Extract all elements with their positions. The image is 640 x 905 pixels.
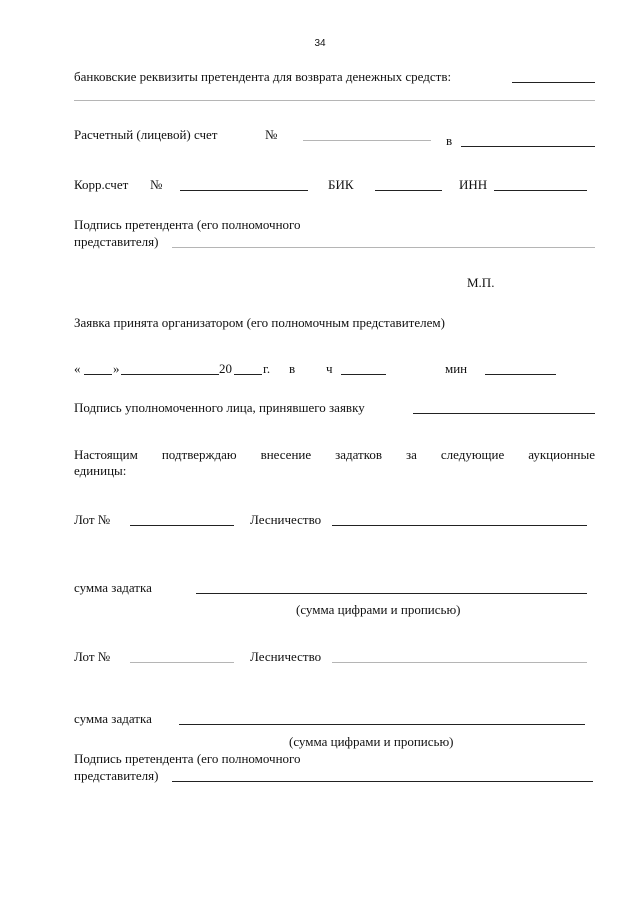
hour-field[interactable]: [341, 374, 386, 375]
deposit-amount-field[interactable]: [179, 724, 585, 725]
deposit-amount-field[interactable]: [196, 593, 587, 594]
lot-number-field[interactable]: [130, 525, 234, 526]
corr-account-field[interactable]: [180, 190, 308, 191]
lot-label: Лот №: [74, 649, 111, 664]
deposit-hint: (сумма цифрами и прописью): [296, 602, 461, 617]
forestry-label: Лесничество: [250, 512, 322, 527]
minute-label: мин: [445, 361, 468, 376]
deposit-hint: (сумма цифрами и прописью): [289, 734, 454, 749]
bank-details-intro: банковские реквизиты претендента для возврата денежных средств:: [74, 69, 452, 84]
authorized-signature-label: Подпись уполномоченного лица, принявшего заявку: [74, 400, 365, 415]
corr-number-sign: №: [150, 177, 163, 192]
bik-label: БИК: [328, 177, 354, 192]
confirm-line2: единицы:: [74, 463, 127, 478]
minute-field[interactable]: [485, 374, 556, 375]
bank-details-blank[interactable]: [512, 82, 595, 83]
date-open-quote: «: [74, 361, 81, 376]
bik-field[interactable]: [375, 190, 442, 191]
bank-in-label: в: [446, 133, 453, 148]
signature-label-line2: представителя): [74, 234, 159, 249]
inn-label: ИНН: [459, 177, 488, 192]
confirm-line1: Настоящим подтверждаю внесение задатков за следующие аукционные: [74, 447, 595, 462]
corr-account-label: Корр.счет: [74, 177, 129, 192]
date-close-quote: »: [113, 361, 120, 376]
deposit-label: сумма задатка: [74, 580, 152, 595]
forestry-field[interactable]: [332, 662, 587, 663]
account-number-field[interactable]: [303, 140, 431, 141]
signature-label-line1: Подпись претендента (его полномочного: [74, 751, 301, 766]
authorized-signature-field[interactable]: [413, 413, 595, 414]
page-number: 34: [314, 38, 326, 49]
at-label: в: [289, 361, 296, 376]
year-field[interactable]: [234, 374, 262, 375]
inn-field[interactable]: [494, 190, 587, 191]
bank-details-extra-line[interactable]: [74, 100, 595, 101]
forestry-label: Лесничество: [250, 649, 322, 664]
signature-field[interactable]: [172, 781, 593, 782]
stamp-place: М.П.: [467, 275, 495, 290]
lot-number-field[interactable]: [130, 662, 234, 663]
bank-name-field[interactable]: [461, 146, 595, 147]
hour-label: ч: [326, 361, 333, 376]
account-label: Расчетный (лицевой) счет: [74, 127, 218, 142]
forestry-field[interactable]: [332, 525, 587, 526]
year-suffix: г.: [263, 361, 271, 376]
signature-field[interactable]: [172, 247, 595, 248]
signature-label-line2: представителя): [74, 768, 159, 783]
lot-label: Лот №: [74, 512, 111, 527]
signature-label-line1: Подпись претендента (его полномочного: [74, 217, 301, 232]
month-field[interactable]: [121, 374, 219, 375]
account-number-sign: №: [265, 127, 278, 142]
year-prefix: 20: [219, 361, 232, 376]
accepted-by-organizer: Заявка принята организатором (его полномочным представителем): [74, 315, 445, 330]
deposit-label: сумма задатка: [74, 711, 152, 726]
day-field[interactable]: [84, 374, 112, 375]
